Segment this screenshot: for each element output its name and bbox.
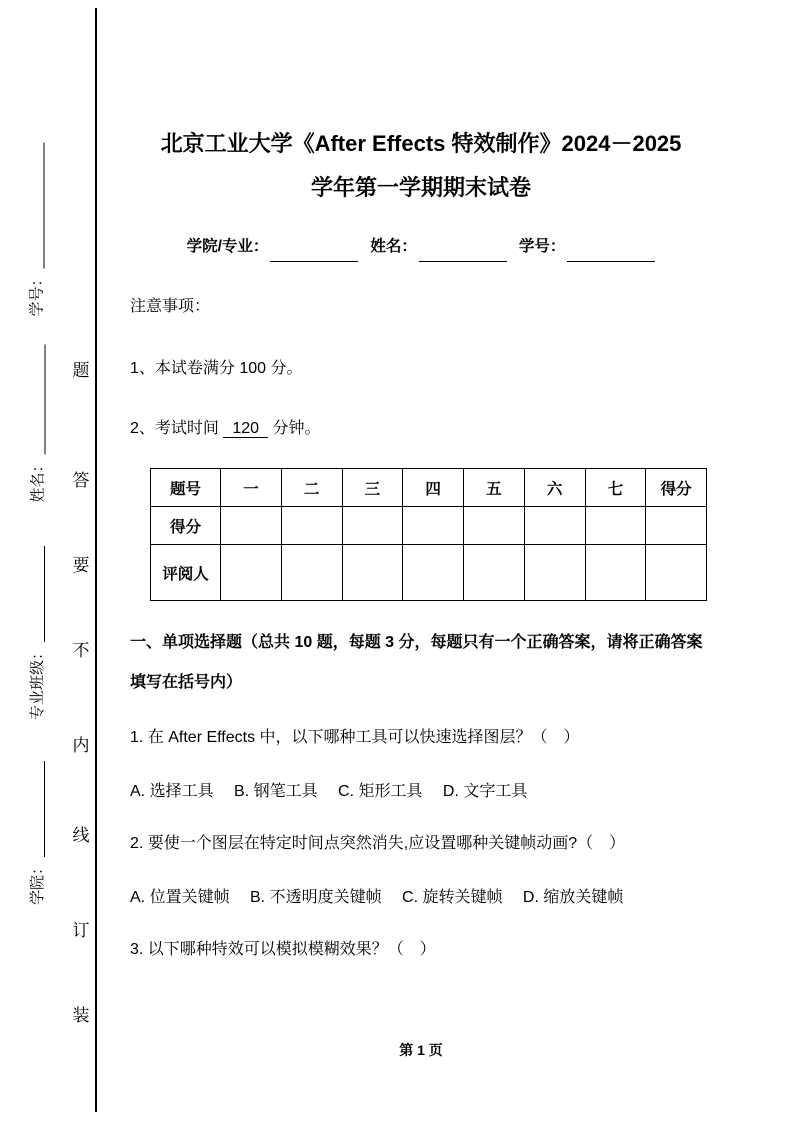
- sidebar-name-field: [29, 338, 49, 503]
- name-blank: [419, 246, 507, 262]
- score-table-header-cell: 二: [281, 469, 342, 507]
- notice-item-2-suffix: 分钟。: [272, 420, 321, 437]
- reviewer-cell: [342, 545, 403, 601]
- score-cell: [342, 507, 403, 545]
- sidebar-college-field: [28, 755, 48, 905]
- score-cell: [281, 507, 342, 545]
- name-vertical-label: 姓名：: [29, 457, 47, 503]
- question-2: 2. 要使一个图层在特定时间点突然消失,应设置哪种关键帧动画?（ ）: [130, 835, 626, 852]
- reviewer-row-label: 评阅人: [151, 545, 221, 601]
- exam-duration-value: 120: [223, 420, 268, 438]
- binding-char: 订: [72, 921, 90, 940]
- blank-line: [32, 761, 45, 857]
- reviewer-cell: [524, 545, 585, 601]
- exam-title-line1: 北京工业大学《After Effects 特效制作》2024－2025: [160, 131, 682, 156]
- binding-char: 要: [72, 556, 90, 575]
- score-table-header-cell: 一: [221, 469, 282, 507]
- reviewer-cell: [646, 545, 707, 601]
- notice-item-1: 1、本试卷满分 100 分。: [130, 360, 303, 377]
- blank-line: [32, 546, 45, 642]
- question-3: 3. 以下哪种特效可以模拟模糊效果？（ ）: [130, 941, 436, 958]
- score-table-header-cell: 三: [342, 469, 403, 507]
- score-row: [151, 507, 707, 545]
- sidebar-student-id-field: [28, 132, 48, 317]
- binding-char: 不: [72, 641, 90, 660]
- score-row-label: 得分: [151, 507, 221, 545]
- exam-title-line2: 学年第一学期期末试卷: [310, 175, 531, 200]
- reviewer-cell: [585, 545, 646, 601]
- score-table-header-cell: 题号: [151, 469, 221, 507]
- reviewer-row: [151, 545, 707, 601]
- notice-item-2-prefix: 2、考试时间: [130, 420, 219, 437]
- class-vertical-label: 专业班级：: [29, 644, 46, 720]
- score-table-header-cell: 四: [403, 469, 464, 507]
- binding-char: 装: [72, 1006, 90, 1025]
- dept-major-blank: [270, 246, 358, 262]
- blank-line: [32, 344, 45, 454]
- student-info-line: [130, 232, 712, 262]
- page-number: 第 1 页: [399, 1042, 443, 1058]
- dept-major-label: 学院/专业：: [186, 238, 269, 255]
- reviewer-cell: [464, 545, 525, 601]
- score-cell: [646, 507, 707, 545]
- binding-char: 答: [72, 471, 90, 490]
- score-table-header-cell: 六: [524, 469, 585, 507]
- student-id-vertical-label: 学号：: [28, 271, 46, 317]
- reviewer-cell: [403, 545, 464, 601]
- section-one-title: 一、单项选择题（总共 10 题，每题 3 分，每题只有一个正确答案，请将正确答案填写在括号内）: [130, 634, 703, 691]
- question-1: 1. 在 After Effects 中，以下哪种工具可以快速选择图层？（ ）: [130, 729, 580, 746]
- binding-char: 线: [72, 826, 90, 845]
- notice-heading: 注意事项：: [130, 298, 211, 315]
- score-table: [150, 468, 707, 601]
- score-cell: [524, 507, 585, 545]
- college-vertical-label: 学院：: [29, 859, 46, 905]
- exam-content: [130, 122, 712, 967]
- binding-char: 内: [72, 736, 90, 755]
- exam-title: [130, 122, 712, 210]
- score-table-header-cell: 七: [585, 469, 646, 507]
- blank-line: [31, 142, 44, 268]
- score-cell: [464, 507, 525, 545]
- student-id-blank: [567, 246, 655, 262]
- binding-char: 题: [72, 361, 90, 380]
- sidebar-class-field: [28, 540, 48, 720]
- question-2-options: A. 位置关键帧 B. 不透明度关键帧 C. 旋转关键帧 D. 缩放关键帧: [130, 889, 624, 906]
- question-1-options: A. 选择工具 B. 钢笔工具 C. 矩形工具 D. 文字工具: [130, 783, 528, 800]
- score-cell: [403, 507, 464, 545]
- name-label: 姓名：: [370, 238, 417, 255]
- reviewer-cell: [221, 545, 282, 601]
- student-id-label: 学号：: [518, 238, 566, 255]
- binding-line-rule: [95, 8, 97, 1112]
- score-table-header-cell: 五: [464, 469, 525, 507]
- score-cell: [585, 507, 646, 545]
- score-table-header-row: [151, 469, 707, 507]
- reviewer-cell: [281, 545, 342, 601]
- notice-item-2: [130, 412, 712, 446]
- score-table-header-cell: 得分: [646, 469, 707, 507]
- score-cell: [221, 507, 282, 545]
